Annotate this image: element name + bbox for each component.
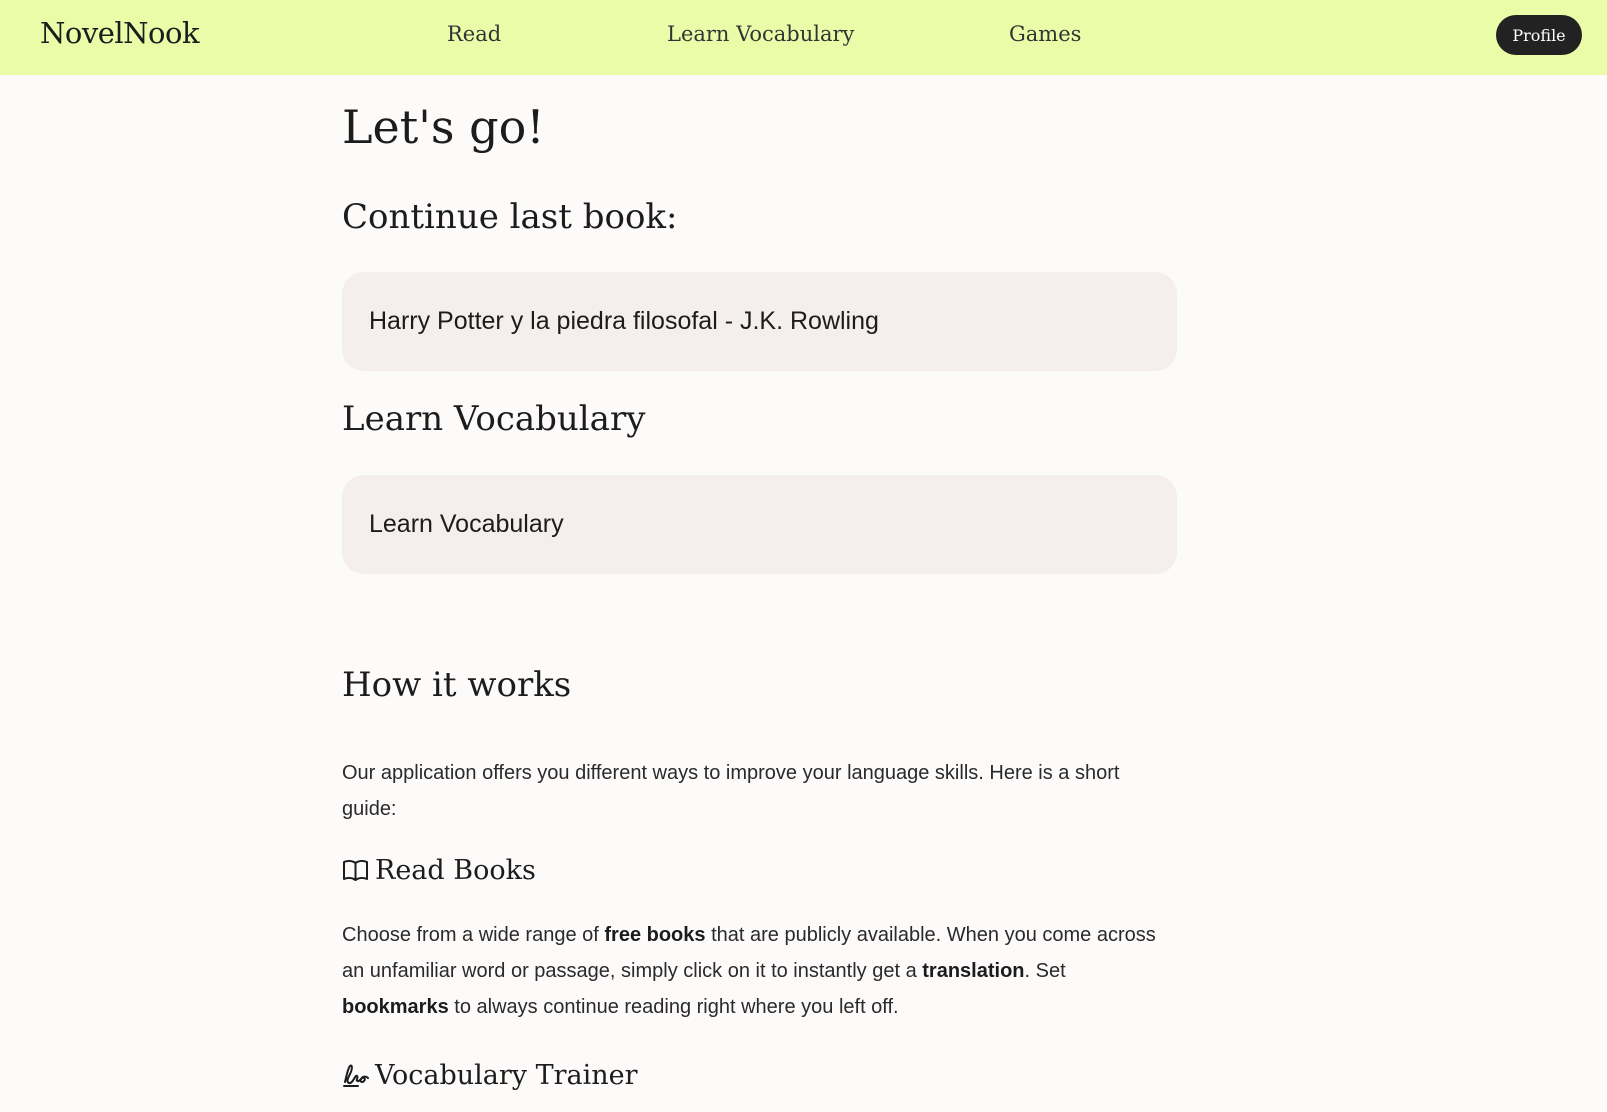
bookmarks-emphasis: bookmarks bbox=[342, 996, 449, 1018]
how-it-works-heading: How it works bbox=[342, 665, 572, 705]
handwriting-icon bbox=[342, 1062, 369, 1089]
nav-link-learn-vocabulary[interactable]: Learn Vocabulary bbox=[667, 22, 855, 46]
nav-link-games[interactable]: Games bbox=[1009, 22, 1082, 46]
free-books-emphasis: free books bbox=[604, 924, 706, 946]
last-book-title: Harry Potter y la piedra filosofal - J.K. Rowling bbox=[369, 307, 879, 335]
read-books-heading-text: Read Books bbox=[375, 855, 536, 886]
vocabulary-trainer-heading bbox=[342, 1060, 638, 1091]
learn-vocabulary-card-label: Learn Vocabulary bbox=[369, 510, 564, 538]
read-books-paragraph: Choose from a wide range of free books that are publicly available. When you come across an unfamiliar word or passage, simply click on it to instantly get a translation. Set bookmarks to always continue reading right where you left off. bbox=[342, 924, 1156, 1018]
vocabulary-trainer-heading-text: Vocabulary Trainer bbox=[375, 1060, 638, 1091]
read-books-heading bbox=[342, 855, 536, 886]
page-title: Let's go! bbox=[342, 100, 545, 154]
profile-button[interactable]: Profile bbox=[1496, 15, 1582, 55]
top-navbar bbox=[0, 0, 1607, 75]
brand-logo-link[interactable]: NovelNook bbox=[40, 16, 200, 50]
translation-emphasis: translation bbox=[922, 960, 1025, 982]
intro-paragraph: Our application offers you different ways to improve your language skills. Here is a short guide: bbox=[342, 762, 1120, 820]
vocab-heading: Learn Vocabulary bbox=[342, 399, 646, 439]
continue-heading: Continue last book: bbox=[342, 197, 678, 237]
open-book-icon bbox=[342, 857, 369, 884]
nav-link-read[interactable]: Read bbox=[447, 22, 502, 46]
last-book-card[interactable] bbox=[342, 272, 1177, 371]
learn-vocabulary-card[interactable] bbox=[342, 475, 1177, 574]
